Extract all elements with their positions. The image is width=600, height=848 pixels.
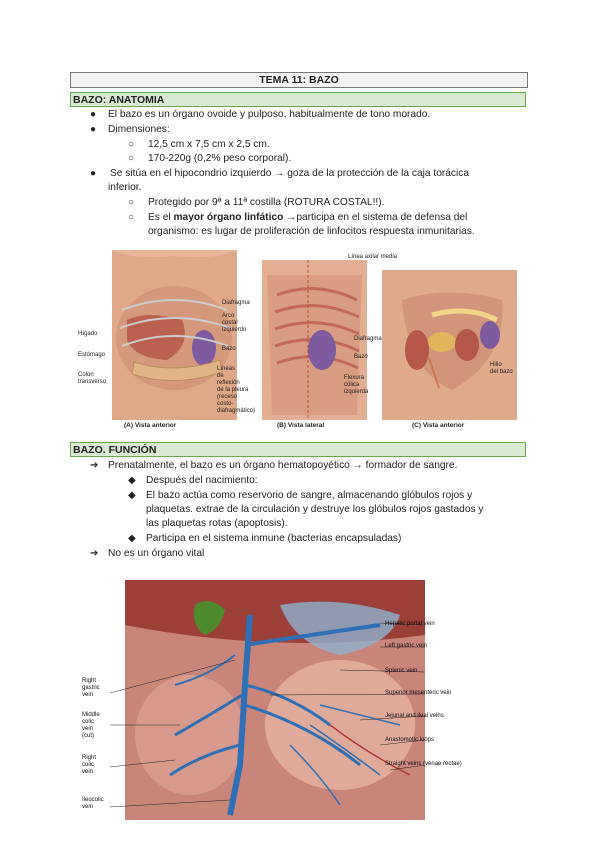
text-line: 170-220g (0,2% peso corporal). [148, 153, 292, 164]
label-diafragma-c: Diafragma [354, 336, 382, 342]
bold-text: mayor órgano linfático [173, 212, 284, 223]
text-line: El bazo actúa como reservorio de sangre, almacenando glóbulos rojos y [146, 490, 473, 501]
label-middle-colic-vein: vein [82, 726, 94, 732]
label-superior-mesenteric-vein: Superior mesenteric vein [385, 690, 452, 696]
text-fragment: →participa en el sistema de defensa del [283, 212, 468, 223]
label-lineas: de la pleura [217, 387, 249, 393]
label-lineas: (receso [217, 394, 238, 400]
spleen-anatomy-figure [72, 250, 528, 434]
bullet-circle-icon: ○ [128, 212, 135, 223]
text-line: las plaquetas rotas (apoptosis). [146, 518, 288, 529]
bullet-circle-icon: ○ [128, 153, 135, 164]
label-flexura: Flexura [344, 375, 365, 381]
label-right-colic-vein: vein [82, 769, 94, 775]
label-colon: Colon [78, 372, 94, 378]
label-lineas: reflexión [217, 380, 240, 386]
text-line: plaquetas. extrae de la circulación y destruye los glóbulos rojos gastados y [146, 504, 484, 515]
label-lineas: Líneas [217, 366, 236, 372]
caption-a: (A) Vista anterior [124, 422, 177, 429]
text-line: Prenatalmente, el bazo es un órgano hematopoyético → formador de sangre. [108, 460, 458, 471]
text-line: 12,5 cm x 7,5 cm x 2,5 cm. [148, 139, 270, 150]
text-line: Protegido por 9ª a 11ª costilla (ROTURA COSTAL!!). [148, 197, 385, 208]
section-heading-funcion: BAZO. FUNCIÓN [70, 442, 526, 457]
bullet-dot-icon: ● [90, 109, 97, 120]
text-line: inferior. [108, 182, 142, 193]
page-title: TEMA 11: BAZO [70, 72, 528, 88]
label-hilio: Hilio [490, 362, 502, 368]
label-right-gastric-vein: gastric [82, 685, 100, 691]
text-line: El bazo es un órgano ovoide y pulposo, habitualmente de tono morado. [108, 109, 431, 120]
label-linea-axilar: Línea axilar media [348, 254, 398, 260]
label-ileocolic-vein: Ileocolic [82, 797, 104, 803]
label-estomago: Estómago [78, 352, 106, 358]
label-middle-colic-vein: (cut) [82, 733, 94, 739]
text-line: Después del nacimiento: [146, 475, 258, 486]
text-line [148, 211, 467, 224]
label-colon: transverso [78, 379, 107, 385]
diamond-bullet-icon: ◆ [128, 490, 136, 501]
text-line: No es un órgano vital [108, 548, 205, 559]
text-line: Participa en el sistema inmune (bacterias encapsuladas) [146, 533, 402, 544]
text-line: organismo: es lugar de proliferación de linfocitos respuesta inmunitarias. [148, 226, 475, 237]
label-left-gastric-vein: Left gastric vein [385, 643, 428, 649]
label-flexura: izquierda [344, 389, 369, 395]
label-bazo-a: Bazo [222, 346, 236, 352]
label-right-colic-vein: Right [82, 755, 97, 761]
label-arco: Arco [222, 313, 235, 319]
spleen-anatomy-illustration [72, 250, 528, 434]
label-hepatic-portal-vein: Hepatic portal vein [385, 621, 435, 627]
label-lineas: costo- [217, 401, 234, 407]
label-arco: izquierdo [222, 327, 247, 333]
label-ileocolic-vein: vein [82, 804, 94, 810]
arrow-bullet-icon: ➔ [90, 548, 99, 559]
bullet-circle-icon: ○ [128, 197, 135, 208]
label-anastomotic-loops: Anastomotic loops [385, 737, 435, 743]
diamond-bullet-icon: ◆ [128, 475, 136, 486]
label-splenic-vein: Splenic vein [385, 668, 418, 674]
caption-b: (B) Vista lateral [277, 422, 325, 429]
label-lineas: diafragmático) [217, 408, 256, 414]
label-middle-colic-vein: colic [82, 719, 95, 725]
text-fragment: Es el [148, 212, 174, 223]
arrow-bullet-icon: ➔ [90, 460, 99, 471]
label-right-colic-vein: colic [82, 762, 95, 768]
portal-venous-illustration [80, 575, 530, 825]
label-hilio: del bazo [490, 369, 513, 375]
label-flexura: cólica [344, 382, 360, 388]
text-line: Dimensiones: [108, 124, 170, 135]
label-higado: Hígado [78, 331, 98, 337]
text-line: Se sitúa en el hipocondrio izquierdo → goza de la protección de la caja torácica [110, 168, 470, 179]
caption-c: (C) Vista anterior [412, 422, 465, 429]
label-jejunal-ileal-veins: Jejunal and ileal veins [385, 713, 444, 719]
diamond-bullet-icon: ◆ [128, 533, 136, 544]
portal-venous-figure [80, 575, 530, 825]
bullet-dot-icon: ● [90, 168, 97, 179]
section-heading-anatomia: BAZO: ANATOMIA [70, 92, 526, 107]
label-arco: costal [222, 320, 238, 326]
label-straight-veins: Straight veins (venae rectae) [385, 761, 462, 767]
label-diafragma-a: Diafragma [222, 300, 250, 306]
label-lineas: de [217, 373, 224, 379]
bullet-dot-icon: ● [90, 124, 97, 135]
bullet-circle-icon: ○ [128, 139, 135, 150]
label-middle-colic-vein: Middle [82, 712, 100, 718]
label-right-gastric-vein: Right [82, 678, 97, 684]
label-bazo-c: Bazo [354, 354, 368, 360]
label-right-gastric-vein: vein [82, 692, 94, 698]
